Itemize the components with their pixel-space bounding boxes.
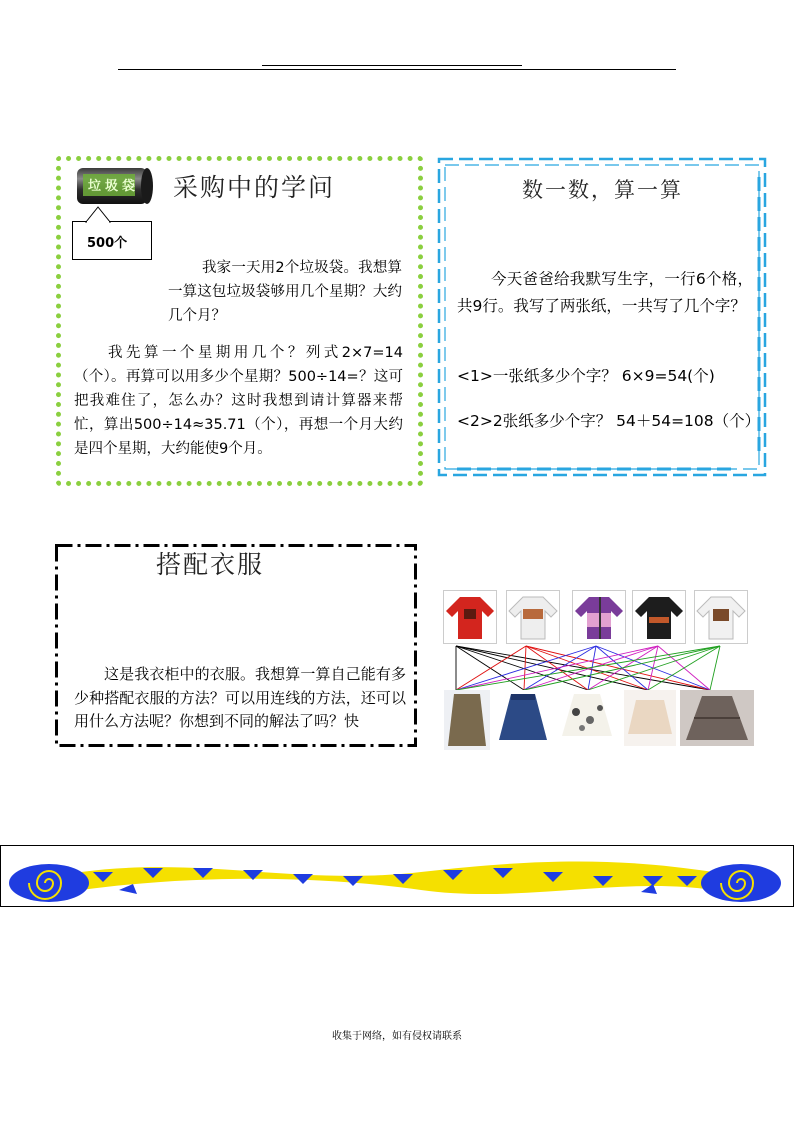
footer-note: 收集于网络，如有侵权请联系 bbox=[332, 1031, 462, 1042]
purple-jacket-image bbox=[572, 590, 626, 644]
denim-skirt-image bbox=[497, 690, 549, 746]
callout-pointer bbox=[84, 206, 114, 223]
section3-body-text: 这是我衣柜中的衣服。我想算一算自己能有多少种搭配衣服的方法？可以用连线的方法，还可以用什么方法呢？你想到不同的解法了吗？快 bbox=[74, 665, 406, 730]
header-rule-long bbox=[118, 69, 676, 70]
section2-body bbox=[457, 266, 753, 320]
floral-skirt-image bbox=[560, 690, 612, 746]
black-top-image bbox=[632, 590, 686, 644]
white-top-image bbox=[506, 590, 560, 644]
beige-skirt-image bbox=[624, 690, 676, 746]
product-label: 垃圾袋 bbox=[88, 179, 140, 194]
red-top-image bbox=[443, 590, 497, 644]
decorative-banner bbox=[0, 845, 794, 907]
section2-body-text: 今天爸爸给我默写生字，一行6个格，共9行。我写了两张纸，一共写了几个字？ bbox=[457, 270, 753, 315]
section1-intro bbox=[168, 256, 402, 328]
section2-q1-text: <1>一张纸多少个字？ 6×9=54(个) bbox=[457, 367, 715, 385]
section2-q2 bbox=[457, 408, 761, 435]
grey-tiered-skirt-image bbox=[680, 690, 754, 746]
callout-box bbox=[72, 221, 152, 260]
garbage-bag-roll-image bbox=[73, 164, 155, 208]
section1-body bbox=[74, 341, 403, 461]
section3-title: 搭配衣服 bbox=[156, 550, 265, 579]
header-rule-short bbox=[262, 65, 522, 66]
grey-top-image bbox=[694, 590, 748, 644]
matching-lines bbox=[440, 642, 740, 694]
section1-title: 采购中的学问 bbox=[173, 173, 336, 202]
section2-title: 数一数，算一算 bbox=[522, 178, 683, 202]
section2-q1 bbox=[457, 364, 753, 388]
section3-body bbox=[74, 663, 406, 735]
khaki-skirt-image bbox=[444, 690, 490, 750]
count-label: 500个 bbox=[87, 236, 128, 251]
section2-q2-text: <2>2张纸多少个字？ 54＋54=108（个） bbox=[457, 412, 761, 430]
section1-intro-text: 我家一天用2个垃圾袋。我想算一算这包垃圾袋够用几个星期？大约几个月？ bbox=[168, 260, 402, 324]
section1-body-text: 我先算一个星期用几个？列式2×7=14（个）。再算可以用多少个星期？500÷14=？这可把我难住了，怎么办？这时我想到请计算器来帮忙，算出500÷14≈35.71（个），再想一个月大约是四个星期，大约能使9个月。 bbox=[74, 345, 403, 457]
